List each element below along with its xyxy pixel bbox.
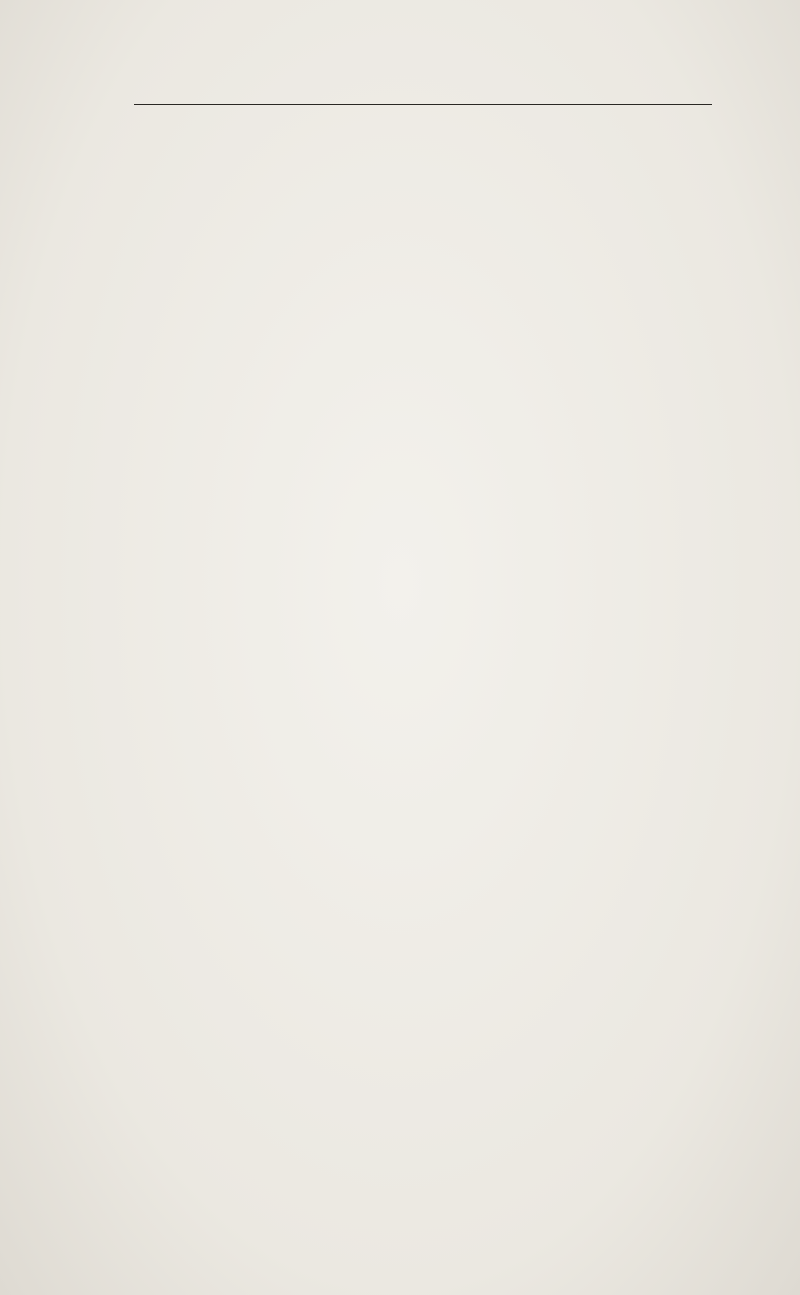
page-header [134,74,712,98]
header-rule [134,104,712,105]
second-text-block [134,939,712,955]
